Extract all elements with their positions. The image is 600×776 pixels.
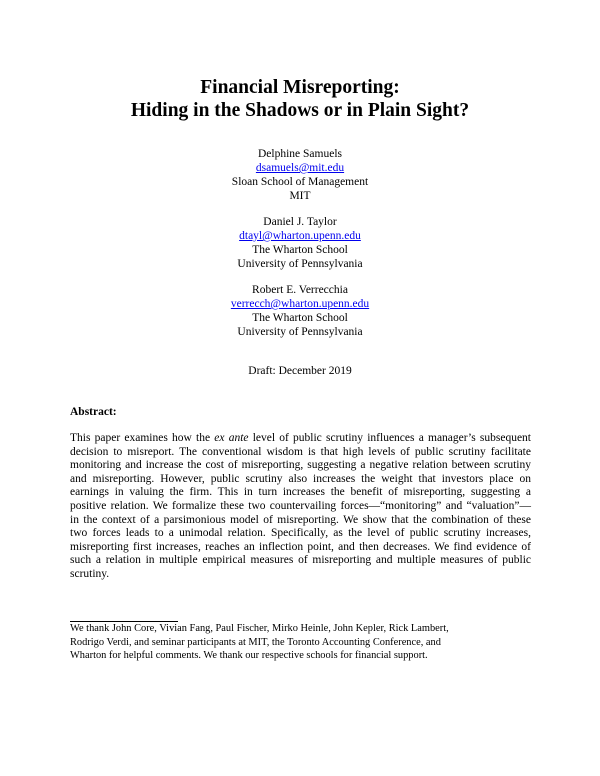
- paper-title-line-1: Financial Misreporting:: [200, 77, 400, 98]
- emphasis-text: ex ante: [214, 432, 249, 444]
- author-affiliation: The Wharton School: [252, 312, 348, 324]
- abstract-line: monitoring and increase the cost of misreporting, suggesting a negative relation between scrutiny: [70, 459, 531, 472]
- abstract-line: scrutiny.: [70, 567, 110, 580]
- footnote: [70, 622, 540, 663]
- abstract-heading: Abstract:: [70, 406, 117, 418]
- abstract-line: two forces leads to a unimodal relation. Specifically, as the level of public scrutiny increases,: [70, 527, 531, 540]
- author-block-1: [0, 147, 600, 203]
- author-affiliation: The Wharton School: [252, 244, 348, 256]
- author-affiliation: Sloan School of Management: [231, 176, 369, 188]
- author-affiliation: MIT: [289, 190, 311, 202]
- abstract-line: This paper examines how the ex ante level of public scrutiny influences a manager’s subsequent: [70, 432, 531, 444]
- author-block-3: [0, 283, 600, 339]
- author-name: Robert E. Verrecchia: [252, 284, 348, 296]
- author-name: Delphine Samuels: [258, 148, 342, 160]
- abstract-line: such a relation in multiple empirical measures of misreporting and multiple measures of public: [70, 554, 531, 567]
- footnote-line: Rodrigo Verdi, and seminar participants at MIT, the Toronto Accounting Conference, and: [70, 636, 441, 648]
- abstract-body: [70, 432, 531, 582]
- author-affiliation: University of Pennsylvania: [237, 326, 363, 338]
- abstract-line: positive relation. We formalize these two countervailing forces—“monitoring” and “valuation”—: [70, 499, 531, 512]
- author-name: Daniel J. Taylor: [263, 216, 337, 228]
- author-email-link[interactable]: dsamuels@mit.edu: [255, 162, 345, 174]
- author-email-link[interactable]: dtayl@wharton.upenn.edu: [239, 230, 361, 242]
- abstract-line: misreporting first increases, reaches an inflection point, and then decreases. We find evidence of: [70, 540, 531, 553]
- abstract-line: in the context of a parsimonious model of misreporting. We show that the combination of these: [70, 513, 531, 526]
- draft-date: Draft: December 2019: [248, 365, 352, 377]
- paper-title-line-2: Hiding in the Shadows or in Plain Sight?: [130, 100, 470, 121]
- footnote-line: Wharton for helpful comments. We thank our respective schools for financial support.: [70, 650, 428, 661]
- footnote-line: We thank John Core, Vivian Fang, Paul Fischer, Mirko Heinle, John Kepler, Rick Lambert,: [70, 623, 449, 634]
- author-affiliation: University of Pennsylvania: [237, 258, 363, 270]
- abstract-line: and misreporting. However, public scrutiny also increases the weight that investors place on: [70, 472, 531, 485]
- abstract-line: decision to misreport. The conventional wisdom is that high levels of public scrutiny facilitate: [70, 445, 531, 458]
- author-email-link[interactable]: verrecch@wharton.upenn.edu: [230, 298, 370, 310]
- abstract-line: earnings in valuing the firm. This in turn increases the benefit of misreporting, suggesting a: [70, 486, 531, 499]
- author-block-2: [0, 215, 600, 271]
